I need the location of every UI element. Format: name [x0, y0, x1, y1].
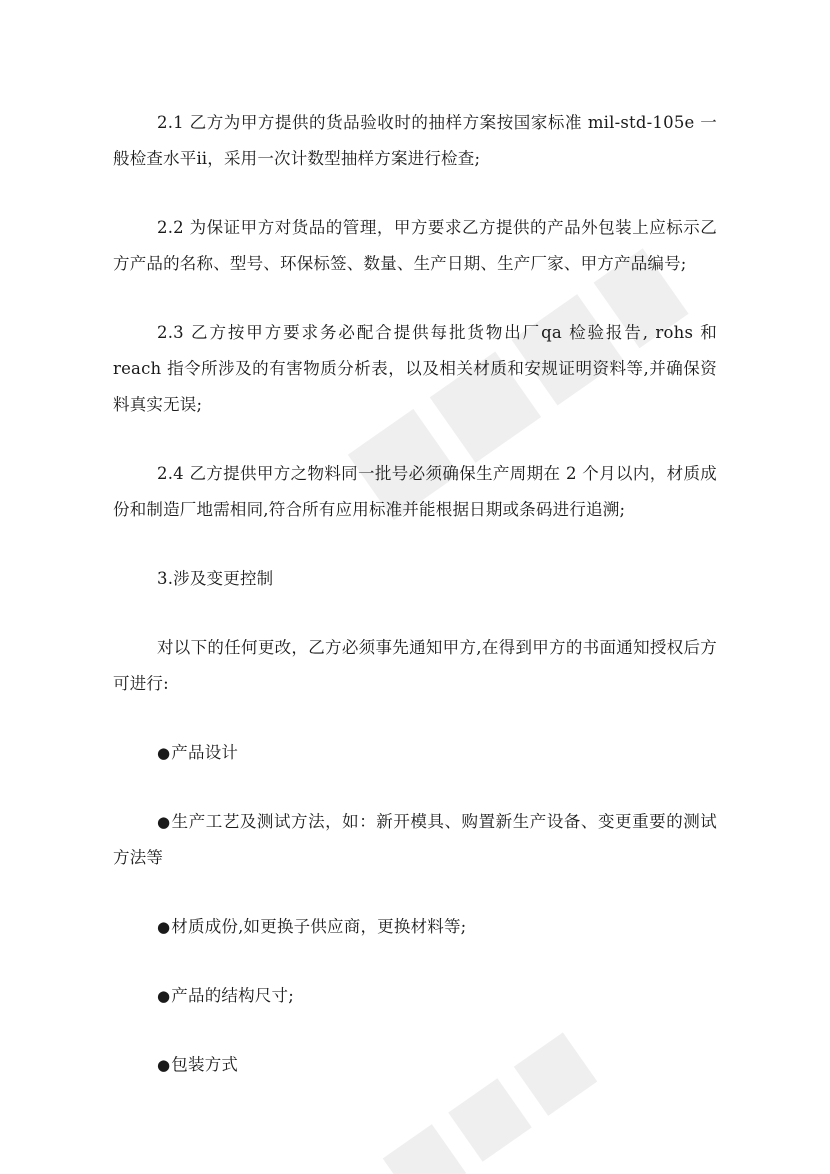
bullet-text: 包装方式	[171, 1055, 239, 1074]
paragraph-3-intro: 对以下的任何更改，乙方必须事先通知甲方,在得到甲方的书面通知授权后方可进行:	[113, 638, 717, 693]
bullet-item	[113, 978, 717, 1014]
bullet-text: 产品的结构尺寸;	[171, 986, 294, 1005]
bullet-item	[113, 804, 717, 876]
paragraph-2-3: 2.3 乙方按甲方要求务必配合提供每批货物出厂qa 检验报告, rohs 和 reach 指令所涉及的有害物质分析表，以及相关材质和安规证明资料等,并确保资料真实无误;	[113, 323, 717, 414]
paragraph-2-2: 2.2 为保证甲方对货品的管理，甲方要求乙方提供的产品外包装上应标示乙方产品的名称、型号、环保标签、数量、生产日期、生产厂家、甲方产品编号;	[113, 218, 717, 273]
bullet-item	[113, 1047, 717, 1083]
document-body	[113, 105, 717, 1083]
bullet-text: 生产工艺及测试方法，如：新开模具、购置新生产设备、变更重要的测试方法等	[113, 812, 717, 867]
paragraph-2-1: 2.1 乙方为甲方提供的货品验收时的抽样方案按国家标准 mil-std-105e 一般检查水平ⅱ，采用一次计数型抽样方案进行检查;	[113, 113, 717, 168]
paragraph-2-4: 2.4 乙方提供甲方之物料同一批号必须确保生产周期在 2 个月以内，材质成份和制造厂地需相同,符合所有应用标准并能根据日期或条码进行追溯;	[113, 464, 717, 519]
bullet-text: 材质成份,如更换子供应商，更换材料等;	[171, 917, 467, 936]
section-heading-3: 3.涉及变更控制	[157, 569, 274, 588]
bullet-text: 产品设计	[171, 743, 239, 762]
bullet-item	[113, 735, 717, 771]
bullet-item	[113, 909, 717, 945]
